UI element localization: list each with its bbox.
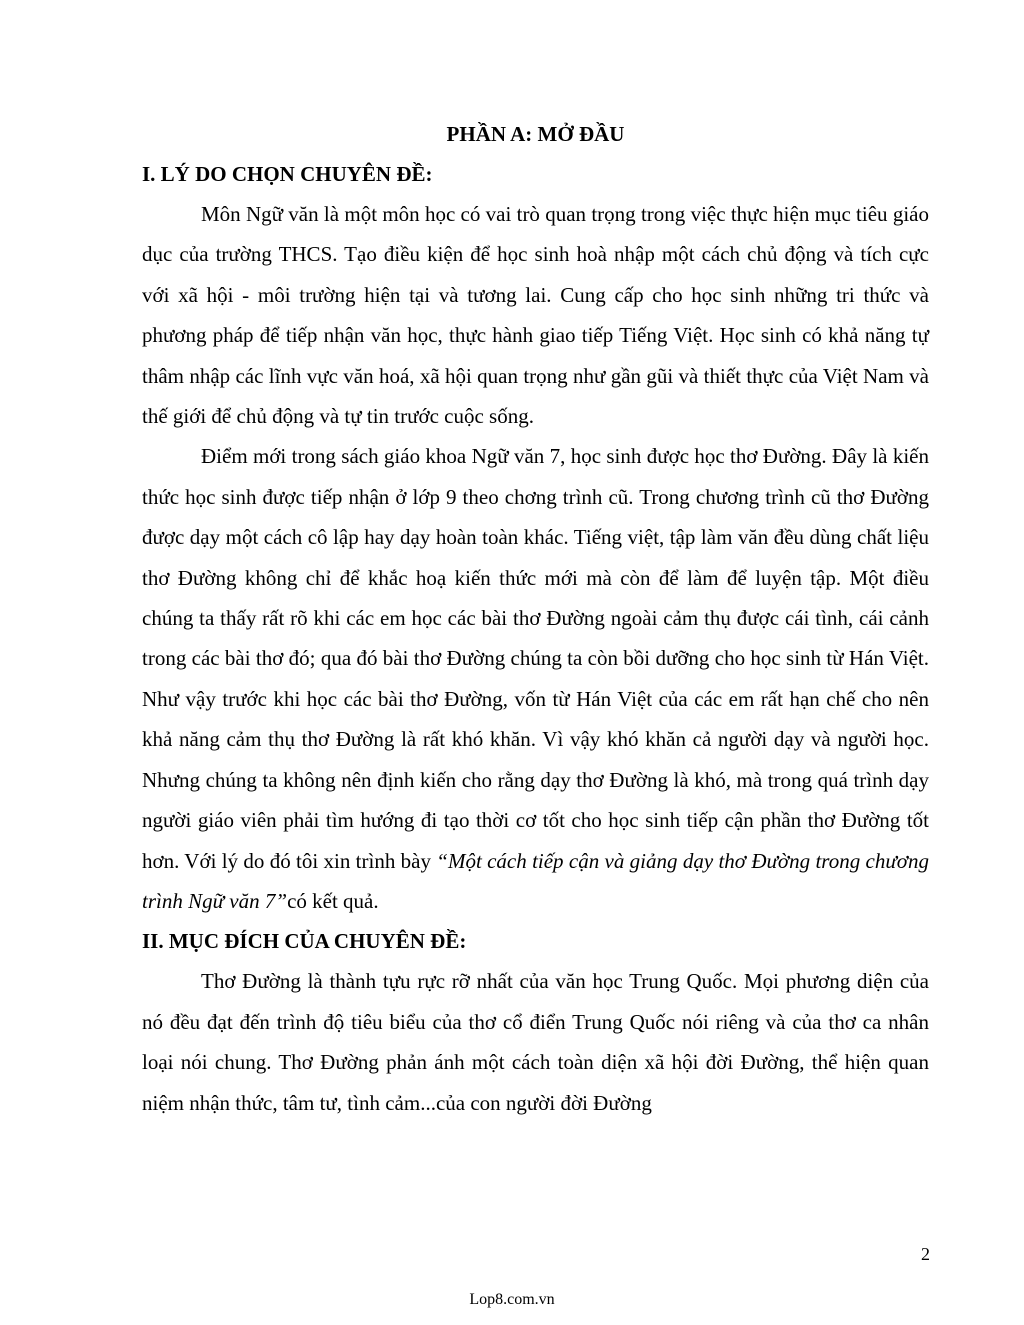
section-heading-reasons: I. LÝ DO CHỌN CHUYÊN ĐỀ:: [142, 162, 433, 186]
document-body: [142, 114, 929, 1123]
page-number: 2: [921, 1244, 930, 1264]
topic-title-italic: “Một cách tiếp cận và giảng dạy thơ Đường trong chương trình Ngữ văn 7”: [142, 848, 929, 913]
paragraph-purpose-1: Thơ Đường là thành tựu rực rỡ nhất của văn học Trung Quốc. Mọi phương diện của nó đều đạt đến trình độ tiêu biểu của thơ cổ điển Trung Quốc nói riêng và của thơ ca nhân loại nói chung. Thơ Đường phản ánh một cách toàn diện xã hội đời Đường, thể hiện quan niệm nhận thức, tâm tư, tình cảm...của con người đời Đường: [142, 969, 929, 1115]
paragraph-reasons-2-text: Điểm mới trong sách giáo khoa Ngữ văn 7, học sinh được học thơ Đường. Đây là kiến thức học sinh được tiếp nhận ở lớp 9 theo chơng trình cũ. Trong chương trình cũ thơ Đường được dạy một cách cô lập hay dạy hoàn toàn khác. Tiếng việt, tập làm văn đều dùng chất liệu thơ Đường không chỉ để khắc hoạ kiến thức mới mà còn để làm để luyện tập. Một điều chúng ta thấy rất rõ khi các em học các bài thơ Đường ngoài cảm thụ được cái tình, cái cảnh trong các bài thơ đó; qua đó bài thơ Đường chúng ta còn bồi dưỡng cho học sinh từ Hán Việt. Như vậy trước khi học các bài thơ Đường, vốn từ Hán Việt của các em rất hạn chế cho nên khả năng cảm thụ thơ Đường là rất khó khăn. Vì vậy khó khăn cả người dạy và người học. Nhưng chúng ta không nên định kiến cho rằng dạy thơ Đường là khó, mà trong quá trình dạy người giáo viên phải tìm hướng đi tạo thời cơ tốt cho học sinh tiếp cận phần thơ Đường tốt hơn. Với lý do đó tôi xin trình bày: [142, 444, 929, 873]
footer-source-link[interactable]: Lop8.com.vn: [469, 1291, 555, 1308]
part-title: PHẦN A: MỞ ĐẦU: [446, 122, 625, 146]
paragraph-reasons-1: Môn Ngữ văn là một môn học có vai trò quan trọng trong việc thực hiện mục tiêu giáo dục của trường THCS. Tạo điều kiện để học sinh hoà nhập một cách chủ động và tích cực với xã hội - môi trường hiện tại và tương lai. Cung cấp cho học sinh những tri thức và phương pháp để tiếp nhận văn học, thực hành giao tiếp Tiếng Việt. Học sinh có khả năng tự thâm nhập các lĩnh vực văn hoá, xã hội quan trọng như gần gũi và thiết thực của Việt Nam và thế giới để chủ động và tự tin trước cuộc sống.: [142, 202, 929, 429]
paragraph-reasons-2: [142, 436, 929, 921]
section-heading-purpose: II. MỤC ĐÍCH CỦA CHUYÊN ĐỀ:: [142, 929, 467, 954]
paragraph-reasons-2-tail: có kết quả.: [287, 888, 379, 913]
